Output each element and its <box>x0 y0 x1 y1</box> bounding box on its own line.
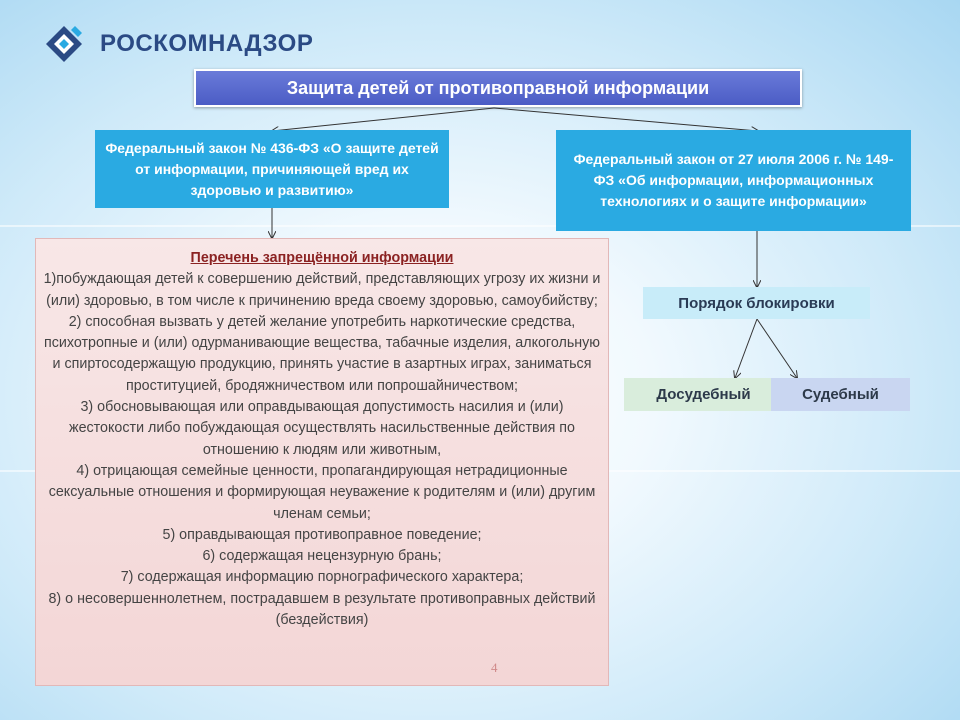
logo-text: РОСКОМНАДЗОР <box>100 30 314 57</box>
blocking-procedure-box: Порядок блокировки <box>643 287 870 319</box>
pretrial-box: Досудебный <box>624 378 783 411</box>
prohibited-info-list <box>35 238 609 686</box>
list-item: 4) отрицающая семейные ценности, пропагандирующая нетрадиционные сексуальные отношения и формирующая неуважение к родителям и (или) другим членам семьи; <box>48 462 596 522</box>
arrow-title-to-law-left <box>272 108 494 131</box>
page-number: 4 <box>491 660 498 675</box>
list-item: 6) содержащая нецензурную брань; <box>202 548 442 565</box>
list-item: 5) оправдывающая противоправное поведение; <box>162 526 482 543</box>
judicial-box: Судебный <box>771 378 910 411</box>
law-436-box: Федеральный закон № 436-ФЗ «О защите детей от информации, причиняющей вред их здоровью и развитию» <box>95 130 449 208</box>
arrow-to-judicial <box>757 319 797 378</box>
list-item: 3) обосновывающая или оправдывающая допустимость насилия и (или) жестокости либо побуждающая осуществлять насильственные действия по отношению к людям или животным, <box>69 399 575 458</box>
arrow-title-to-law-right <box>494 108 758 131</box>
list-item: 8) о несовершеннолетнем, пострадавшем в результате противоправных действий (бездействия) <box>48 590 596 629</box>
prohibited-list-title: Перечень запрещённой информации <box>190 250 454 266</box>
list-item: 1)побуждающая детей к совершению действий, представляющих угрозу их жизни и (или) здоровью, в том числе к причинению вреда своему здоровью, самоубийству; <box>43 271 601 309</box>
list-item: 7) содержащая информацию порнографического характера; <box>120 569 524 586</box>
list-item: 2) способная вызвать у детей желание употребить наркотические средства, психотропные и (или) одурманивающие вещества, табачные изделия, алкогольную и спиртосодержащую продукцию, принять участие в азартных играх, заниматься проституцией, бродяжничеством или попрошайничеством; <box>43 313 601 394</box>
arrow-to-pretrial <box>735 319 757 378</box>
law-149-box: Федеральный закон от 27 июля 2006 г. № 149-ФЗ «Об информации, информационных технологиях и о защите информации» <box>556 130 911 231</box>
page-title: Защита детей от противоправной информации <box>194 69 802 107</box>
